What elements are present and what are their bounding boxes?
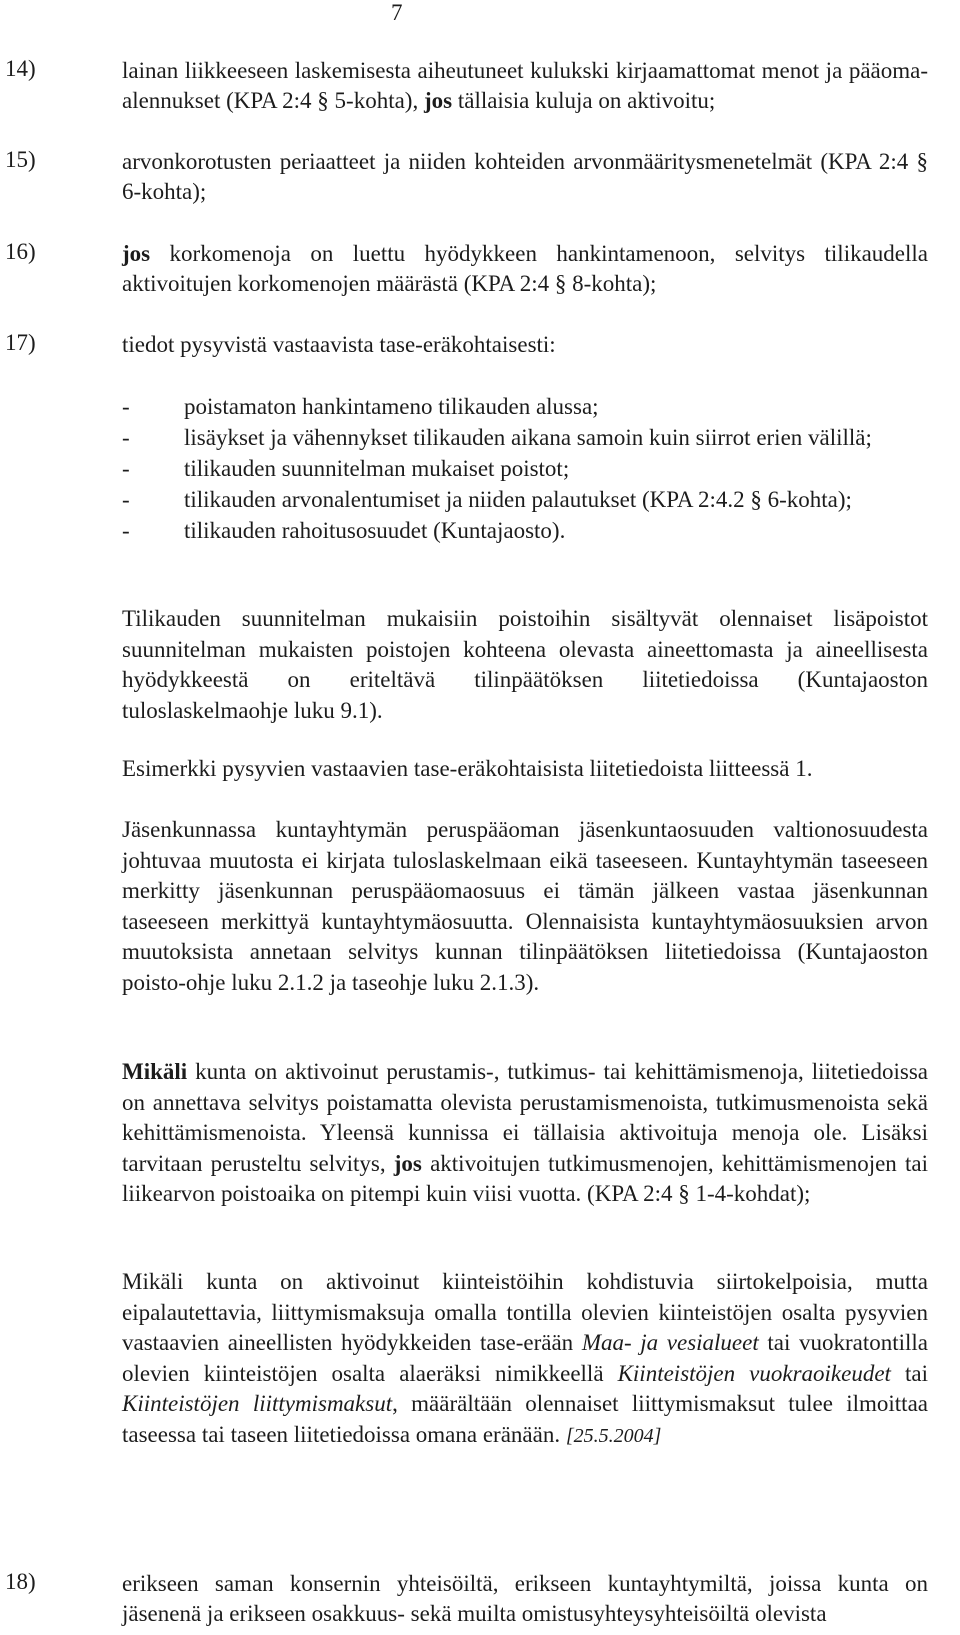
text-segment: arvonkorotusten periaatteet ja niiden kohteiden arvonmääritysmenetelmät (KPA 2:4 § 6-kohta); [122, 149, 928, 204]
paragraph-member-municipality [122, 815, 928, 998]
item-17-text [122, 330, 928, 360]
bold-segment: Mikäli [122, 1059, 188, 1084]
page-number: 7 [391, 0, 403, 25]
italic-segment: Kiinteistöjen liittymismaksut [122, 1391, 393, 1416]
list-item [122, 422, 928, 453]
text-segment: tai [890, 1360, 928, 1386]
paragraph-additional-depreciation [122, 604, 928, 726]
bold-segment: jos [393, 1150, 422, 1176]
bullet-dash: - [122, 394, 130, 419]
bullet-dash: - [122, 425, 130, 450]
item-15-number: 15) [5, 147, 36, 172]
text-segment: erikseen saman konsernin yhteisöiltä, erikseen kuntayhtymiltä, joissa kunta on jäsenenä ja erikseen osakkuus- sekä muilta omistusyhteysyhteisöiltä olevista [122, 1571, 928, 1626]
text-segment: tällaisia kuluja on aktivoitu; [452, 88, 716, 113]
item-18-number: 18) [5, 1569, 36, 1594]
paragraph-example-reference [122, 754, 928, 785]
paragraph-capitalized-costs [122, 1057, 928, 1210]
date-stamp: [25.5.2004] [565, 1424, 662, 1447]
bold-segment: jos [122, 241, 151, 266]
item-18-text [122, 1569, 928, 1629]
bullet-dash: - [122, 518, 130, 543]
bullet-list [122, 391, 928, 546]
text-segment: , määrältään olennaiset liittymismaksut tulee ilmoittaa taseessa tai taseen liitetiedoissa omana eränään. [122, 1391, 928, 1447]
text-segment: lainan liikkeeseen laskemisesta aiheutuneet kulukski kirjaamattomat menot ja pääoma-alennukset (KPA 2:4 § 5-kohta), [122, 58, 928, 113]
italic-segment: Maa- ja vesialueet [581, 1330, 759, 1355]
item-16-text [122, 239, 928, 299]
bullet-text: tilikauden arvonalentumiset ja niiden palautukset (KPA 2:4.2 § 6-kohta); [184, 487, 852, 512]
list-item [122, 484, 928, 515]
italic-segment: Kiinteistöjen vuokraoikeudet [617, 1360, 891, 1386]
paragraph-connection-fees [122, 1267, 928, 1451]
bullet-text: tilikauden suunnitelman mukaiset poistot; [184, 456, 570, 481]
text-segment: Mikäli kunta on aktivoinut kiinteistöihin kohdistuvia siirtokelpoisia, mutta eipalautettavia, liittymismaksuja omalla tontilla olevien kiinteistöjen osalta pysyvien vastaavien aineellisten hyödykkeiden tase-erään [122, 1269, 928, 1355]
bullet-dash: - [122, 456, 130, 481]
bullet-text: poistamaton hankintameno tilikauden alussa; [184, 394, 599, 419]
text-segment: aktivoitujen tutkimusmenojen, kehittämismenojen tai liikearvon poistoaika on pitempi kuin viisi vuotta. (KPA 2:4 § 1-4-kohdat); [122, 1150, 928, 1206]
text-segment: tai vuokratontilla olevien kiinteistöjen osalta alaeräksi nimikkeellä [122, 1330, 928, 1386]
bullet-dash: - [122, 487, 130, 512]
text-segment: Jäsenkunnassa kuntayhtymän peruspääoman jäsenkuntaosuuden valtionosuudesta johtuvaa muutosta ei kirjata tuloslaskelmaan eikä taseeseen. Kuntayhtymän taseeseen merkitty jäsenkunnan peruspääomaosuus ei tämän jälkeen vastaa jäsenkunnan taseeseen merkittyä kuntayhtymäosuutta. Olennaisista kuntayhtymäosuuksien arvon muutoksista annetaan selvitys kunnan tilinpäätöksen liitetiedoissa (Kuntajaoston poisto-ohje luku 2.1.2 ja taseohje luku 2.1.3). [122, 817, 928, 995]
item-16-number: 16) [5, 239, 36, 264]
item-15-text [122, 147, 928, 207]
item-14-text [122, 56, 928, 116]
list-item [122, 391, 928, 422]
text-segment: Esimerkki pysyvien vastaavien tase-eräkohtaisista liitetiedoista liitteessä 1. [122, 756, 813, 781]
item-17-number: 17) [5, 330, 36, 355]
bullet-text: tilikauden rahoitusosuudet (Kuntajaosto). [184, 518, 566, 543]
list-item [122, 515, 928, 546]
text-segment: kunta on aktivoinut perustamis-, tutkimus- tai kehittämismenoja, liitetiedoissa on annettava selvitys poistamatta olevista perustamismenoista, tutkimusmenoista sekä kehittämismenoista. Yleensä kunnissa ei tällaisia aktivoituja menoja ole. Lisäksi tarvitaan perusteltu selvitys, [122, 1059, 928, 1176]
text-segment: korkomenoja on luettu hyödykkeen hankintamenoon, selvitys tilikaudella aktivoitujen korkomenojen määrästä (KPA 2:4 § 8-kohta); [122, 241, 928, 296]
bullet-text: lisäykset ja vähennykset tilikauden aikana samoin kuin siirrot erien välillä; [184, 425, 872, 450]
text-segment: tiedot pysyvistä vastaavista tase-eräkohtaisesti: [122, 332, 556, 357]
item-14-number: 14) [5, 56, 36, 81]
bold-segment: jos [423, 88, 453, 113]
text-segment: Tilikauden suunnitelman mukaisiin poistoihin sisältyvät olennaiset lisäpoistot suunnitelman mukaisten poistojen kohteena olevasta aineettomasta ja aineellisesta hyödykkeestä on eriteltävä tilinpäätöksen liitetiedoissa (Kuntajaoston tuloslaskelmaohje luku 9.1). [122, 606, 928, 723]
list-item [122, 453, 928, 484]
